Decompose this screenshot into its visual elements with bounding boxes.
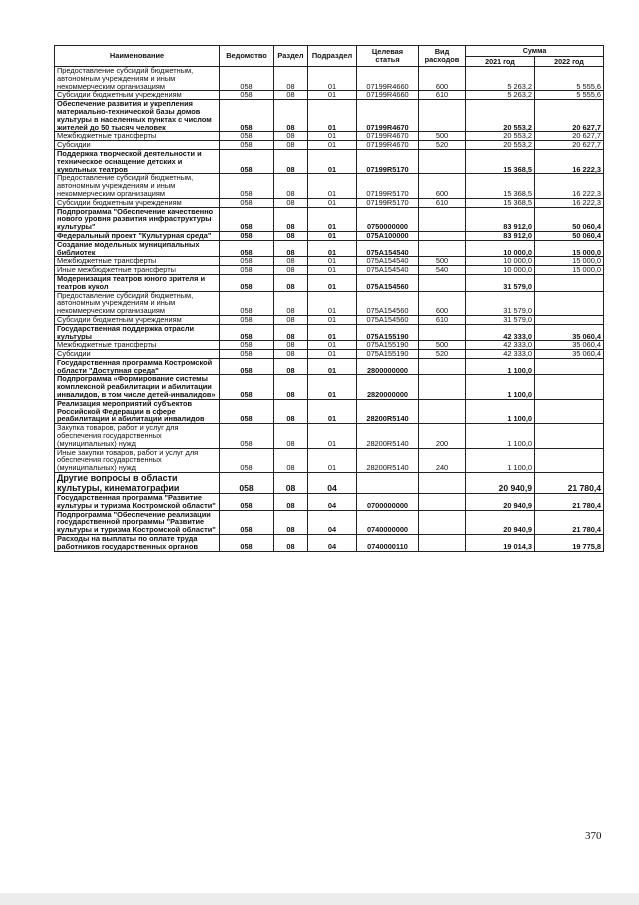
year-2021-cell: 5 263,2 [466, 91, 535, 100]
subsection-cell: 01 [308, 324, 357, 341]
target-cell: 075A155190 [357, 324, 419, 341]
section-cell: 08 [274, 375, 308, 399]
table-row [55, 494, 604, 511]
section-cell: 08 [274, 424, 308, 448]
year-2021-cell: 42 333,0 [466, 350, 535, 359]
year-2021-cell: 10 000,0 [466, 257, 535, 266]
target-cell: 28200R5140 [357, 424, 419, 448]
subsection-cell: 01 [308, 341, 357, 350]
section-cell: 08 [274, 257, 308, 266]
year-2022-cell: 50 060,4 [535, 231, 604, 240]
subsection-cell: 01 [308, 291, 357, 315]
target-cell: 28200R5140 [357, 399, 419, 423]
table-row [55, 266, 604, 275]
expense-type-cell [419, 358, 466, 375]
expense-type-cell [419, 240, 466, 257]
year-2022-cell [535, 448, 604, 472]
table-row [55, 231, 604, 240]
name-cell: Предоставление субсидий бюджетным, автономным учреждениям и иным некоммерческим организациям [55, 174, 220, 198]
table-row [55, 448, 604, 472]
name-cell: Предоставление субсидий бюджетным, автономным учреждениям и иным некоммерческим организациям [55, 291, 220, 315]
subsection-cell: 01 [308, 448, 357, 472]
year-2021-cell: 1 100,0 [466, 358, 535, 375]
department-cell: 058 [220, 174, 274, 198]
year-2022-cell: 16 222,3 [535, 198, 604, 207]
section-cell: 08 [274, 132, 308, 141]
department-cell: 058 [220, 291, 274, 315]
section-cell: 08 [274, 141, 308, 150]
name-cell: Федеральный проект "Культурная среда" [55, 231, 220, 240]
expense-type-cell: 540 [419, 266, 466, 275]
target-cell: 075A154560 [357, 274, 419, 291]
header-name: Наименование [55, 46, 220, 67]
subsection-cell: 01 [308, 315, 357, 324]
year-2021-cell: 1 100,0 [466, 375, 535, 399]
table-row [55, 100, 604, 132]
subsection-cell: 04 [308, 535, 357, 552]
table-row [55, 91, 604, 100]
section-cell: 08 [274, 231, 308, 240]
year-2022-cell: 20 627,7 [535, 141, 604, 150]
year-2021-cell: 1 100,0 [466, 424, 535, 448]
section-cell: 08 [274, 198, 308, 207]
year-2022-cell: 21 780,4 [535, 494, 604, 511]
year-2022-cell [535, 315, 604, 324]
section-cell: 08 [274, 207, 308, 231]
year-2022-cell: 20 627,7 [535, 132, 604, 141]
year-2021-cell: 20 940,9 [466, 494, 535, 511]
year-2021-cell: 42 333,0 [466, 341, 535, 350]
year-2021-cell: 20 940,9 [466, 473, 535, 494]
name-cell: Модернизация театров юного зрителя и театров кукол [55, 274, 220, 291]
scan-bottom-band [0, 893, 639, 905]
name-cell: Иные межбюджетные трансферты [55, 266, 220, 275]
year-2021-cell: 15 368,5 [466, 198, 535, 207]
name-cell: Государственная программа Костромской области "Доступная среда" [55, 358, 220, 375]
target-cell: 075A155190 [357, 341, 419, 350]
subsection-cell: 01 [308, 67, 357, 91]
table-row [55, 67, 604, 91]
year-2021-cell: 31 579,0 [466, 315, 535, 324]
year-2022-cell: 16 222,3 [535, 149, 604, 173]
department-cell: 058 [220, 132, 274, 141]
target-cell: 2800000000 [357, 358, 419, 375]
subsection-cell: 01 [308, 399, 357, 423]
name-cell: Подпрограмма "Обеспечение реализации государственной программы "Развитие культуры и туризма Костромской области" [55, 510, 220, 534]
year-2021-cell: 31 579,0 [466, 291, 535, 315]
expense-type-cell [419, 535, 466, 552]
table-row [55, 341, 604, 350]
name-cell: Межбюджетные трансферты [55, 257, 220, 266]
table-row [55, 141, 604, 150]
year-2021-cell: 19 014,3 [466, 535, 535, 552]
name-cell: Субсидии бюджетным учреждениям [55, 198, 220, 207]
table-row [55, 358, 604, 375]
target-cell: 07199R4660 [357, 91, 419, 100]
section-cell: 08 [274, 341, 308, 350]
department-cell: 058 [220, 240, 274, 257]
subsection-cell: 01 [308, 174, 357, 198]
year-2022-cell: 35 060,4 [535, 341, 604, 350]
subsection-cell: 04 [308, 494, 357, 511]
department-cell: 058 [220, 399, 274, 423]
table-row [55, 399, 604, 423]
section-cell: 08 [274, 510, 308, 534]
year-2021-cell: 15 368,5 [466, 174, 535, 198]
name-cell: Субсидии бюджетным учреждениям [55, 315, 220, 324]
year-2022-cell: 35 060,4 [535, 324, 604, 341]
section-cell: 08 [274, 291, 308, 315]
year-2021-cell: 15 368,5 [466, 149, 535, 173]
target-cell: 07199R5170 [357, 198, 419, 207]
section-cell: 08 [274, 350, 308, 359]
section-cell: 08 [274, 91, 308, 100]
year-2021-cell: 5 263,2 [466, 67, 535, 91]
target-cell: 07199R4670 [357, 141, 419, 150]
name-cell: Государственная программа "Развитие культуры и туризма Костромской области" [55, 494, 220, 511]
year-2022-cell: 50 060,4 [535, 207, 604, 231]
year-2021-cell: 20 553,2 [466, 132, 535, 141]
section-cell: 08 [274, 399, 308, 423]
subsection-cell: 01 [308, 198, 357, 207]
table-row [55, 240, 604, 257]
subsection-cell: 01 [308, 424, 357, 448]
name-cell: Подпрограмма "Обеспечение качественно нового уровня развития инфраструктуры культуры" [55, 207, 220, 231]
name-cell: Реализация мероприятий субъектов Российской Федерации в сфере реабилитации и абилитации инвалидов [55, 399, 220, 423]
expense-type-cell [419, 375, 466, 399]
department-cell: 058 [220, 207, 274, 231]
year-2021-cell: 83 912,0 [466, 231, 535, 240]
year-2022-cell: 16 222,3 [535, 174, 604, 198]
subsection-cell: 01 [308, 91, 357, 100]
year-2021-cell: 20 940,9 [466, 510, 535, 534]
table-row [55, 149, 604, 173]
section-cell: 08 [274, 67, 308, 91]
table-row [55, 198, 604, 207]
expense-type-cell [419, 510, 466, 534]
expense-type-cell: 600 [419, 67, 466, 91]
target-cell: 075A154540 [357, 257, 419, 266]
name-cell: Государственная поддержка отрасли культуры [55, 324, 220, 341]
header-department: Ведомство [220, 46, 274, 67]
budget-table [54, 45, 604, 552]
subsection-cell: 01 [308, 149, 357, 173]
section-cell: 08 [274, 100, 308, 132]
table-row [55, 350, 604, 359]
table-row [55, 257, 604, 266]
table-row [55, 291, 604, 315]
subsection-cell: 01 [308, 358, 357, 375]
expense-type-cell: 610 [419, 198, 466, 207]
target-cell: 075A154560 [357, 315, 419, 324]
department-cell: 058 [220, 375, 274, 399]
table-row [55, 132, 604, 141]
target-cell: 07199R4670 [357, 100, 419, 132]
expense-type-cell: 520 [419, 350, 466, 359]
year-2022-cell [535, 375, 604, 399]
table-row [55, 207, 604, 231]
year-2021-cell: 31 579,0 [466, 274, 535, 291]
year-2022-cell: 21 780,4 [535, 473, 604, 494]
year-2022-cell: 20 627,7 [535, 100, 604, 132]
year-2021-cell: 10 000,0 [466, 266, 535, 275]
department-cell: 058 [220, 341, 274, 350]
department-cell: 058 [220, 448, 274, 472]
expense-type-cell [419, 494, 466, 511]
table-row [55, 174, 604, 198]
subsection-cell: 01 [308, 274, 357, 291]
table-row [55, 473, 604, 494]
table-row [55, 424, 604, 448]
subsection-cell: 01 [308, 207, 357, 231]
subsection-cell: 01 [308, 100, 357, 132]
expense-type-cell [419, 473, 466, 494]
subsection-cell: 01 [308, 257, 357, 266]
expense-type-cell: 600 [419, 174, 466, 198]
name-cell: Субсидии [55, 141, 220, 150]
department-cell: 058 [220, 424, 274, 448]
section-cell: 08 [274, 535, 308, 552]
department-cell: 058 [220, 257, 274, 266]
header-year-2021: 2021 год [466, 57, 535, 67]
target-cell: 07199R4660 [357, 67, 419, 91]
department-cell: 058 [220, 324, 274, 341]
target-cell: 0740000110 [357, 535, 419, 552]
name-cell: Обеспечение развития и укрепления материально-технической базы домов культуры в населенных пунктах с числом жителей до 50 тысяч человек [55, 100, 220, 132]
target-cell: 075A100000 [357, 231, 419, 240]
expense-type-cell: 200 [419, 424, 466, 448]
target-cell: 075A154540 [357, 240, 419, 257]
subsection-cell: 01 [308, 350, 357, 359]
subsection-cell: 01 [308, 141, 357, 150]
subsection-cell: 04 [308, 473, 357, 494]
subsection-cell: 01 [308, 266, 357, 275]
expense-type-cell [419, 100, 466, 132]
target-cell: 2820000000 [357, 375, 419, 399]
target-cell: 0740000000 [357, 510, 419, 534]
header-target: Целевая статья [357, 46, 419, 67]
expense-type-cell: 500 [419, 132, 466, 141]
department-cell: 058 [220, 315, 274, 324]
expense-type-cell [419, 274, 466, 291]
year-2022-cell: 15 000,0 [535, 266, 604, 275]
table-row [55, 324, 604, 341]
department-cell: 058 [220, 266, 274, 275]
budget-table-sheet [54, 45, 603, 552]
name-cell: Иные закупки товаров, работ и услуг для обеспечения государственных (муниципальных) нужд [55, 448, 220, 472]
name-cell: Расходы на выплаты по оплате труда работников государственных органов [55, 535, 220, 552]
target-cell: 075A155190 [357, 350, 419, 359]
name-cell: Межбюджетные трансферты [55, 341, 220, 350]
target-cell: 0700000000 [357, 494, 419, 511]
target-cell: 0750000000 [357, 207, 419, 231]
expense-type-cell: 610 [419, 91, 466, 100]
target-cell: 07199R5170 [357, 149, 419, 173]
header-year-2022: 2022 год [535, 57, 604, 67]
name-cell: Закупка товаров, работ и услуг для обеспечения государственных (муниципальных) нужд [55, 424, 220, 448]
header-section: Раздел [274, 46, 308, 67]
name-cell: Подпрограмма «Формирование системы комплексной реабилитации и абилитации инвалидов, в том числе детей-инвалидов» [55, 375, 220, 399]
table-row [55, 315, 604, 324]
expense-type-cell: 520 [419, 141, 466, 150]
year-2022-cell: 5 555,6 [535, 67, 604, 91]
name-cell: Субсидии бюджетным учреждениям [55, 91, 220, 100]
department-cell: 058 [220, 198, 274, 207]
year-2021-cell: 1 100,0 [466, 399, 535, 423]
department-cell: 058 [220, 535, 274, 552]
subsection-cell: 01 [308, 231, 357, 240]
section-cell: 08 [274, 266, 308, 275]
expense-type-cell [419, 324, 466, 341]
department-cell: 058 [220, 67, 274, 91]
subsection-cell: 01 [308, 375, 357, 399]
target-cell: 075A154540 [357, 266, 419, 275]
year-2022-cell: 15 000,0 [535, 257, 604, 266]
department-cell: 058 [220, 100, 274, 132]
expense-type-cell: 500 [419, 341, 466, 350]
name-cell: Другие вопросы в области культуры, кинематографии [55, 473, 220, 494]
name-cell: Межбюджетные трансферты [55, 132, 220, 141]
department-cell: 058 [220, 350, 274, 359]
section-cell: 08 [274, 240, 308, 257]
year-2022-cell [535, 358, 604, 375]
table-row [55, 535, 604, 552]
department-cell: 058 [220, 274, 274, 291]
header-subsection: Подраздел [308, 46, 357, 67]
section-cell: 08 [274, 448, 308, 472]
name-cell: Создание модельных муниципальных библиотек [55, 240, 220, 257]
department-cell: 058 [220, 473, 274, 494]
section-cell: 08 [274, 315, 308, 324]
name-cell: Поддержка творческой деятельности и техническое оснащение детских и кукольных театров [55, 149, 220, 173]
table-row [55, 375, 604, 399]
department-cell: 058 [220, 510, 274, 534]
expense-type-cell: 500 [419, 257, 466, 266]
section-cell: 08 [274, 174, 308, 198]
year-2021-cell: 10 000,0 [466, 240, 535, 257]
section-cell: 08 [274, 494, 308, 511]
target-cell: 075A154560 [357, 291, 419, 315]
department-cell: 058 [220, 149, 274, 173]
header-expense-type: Вид расходов [419, 46, 466, 67]
table-body [55, 67, 604, 552]
target-cell: 07199R5170 [357, 174, 419, 198]
year-2022-cell: 21 780,4 [535, 510, 604, 534]
target-cell: 07199R4670 [357, 132, 419, 141]
department-cell: 058 [220, 494, 274, 511]
year-2022-cell: 19 775,8 [535, 535, 604, 552]
section-cell: 08 [274, 274, 308, 291]
year-2022-cell [535, 424, 604, 448]
target-cell [357, 473, 419, 494]
expense-type-cell: 600 [419, 291, 466, 315]
year-2021-cell: 20 553,2 [466, 141, 535, 150]
section-cell: 08 [274, 149, 308, 173]
expense-type-cell [419, 149, 466, 173]
subsection-cell: 04 [308, 510, 357, 534]
subsection-cell: 01 [308, 240, 357, 257]
year-2022-cell [535, 399, 604, 423]
year-2021-cell: 42 333,0 [466, 324, 535, 341]
year-2022-cell [535, 291, 604, 315]
section-cell: 08 [274, 324, 308, 341]
expense-type-cell: 610 [419, 315, 466, 324]
year-2021-cell: 83 912,0 [466, 207, 535, 231]
department-cell: 058 [220, 141, 274, 150]
table-row [55, 274, 604, 291]
target-cell: 28200R5140 [357, 448, 419, 472]
header-sum: Сумма [466, 46, 604, 57]
table-row [55, 510, 604, 534]
name-cell: Предоставление субсидий бюджетным, автономным учреждениям и иным некоммерческим организациям [55, 67, 220, 91]
year-2022-cell: 5 555,6 [535, 91, 604, 100]
section-cell: 08 [274, 473, 308, 494]
expense-type-cell: 240 [419, 448, 466, 472]
page-number: 370 [585, 830, 602, 842]
expense-type-cell [419, 207, 466, 231]
year-2022-cell: 15 000,0 [535, 240, 604, 257]
year-2021-cell: 20 553,2 [466, 100, 535, 132]
year-2022-cell: 35 060,4 [535, 350, 604, 359]
expense-type-cell [419, 399, 466, 423]
subsection-cell: 01 [308, 132, 357, 141]
section-cell: 08 [274, 358, 308, 375]
department-cell: 058 [220, 358, 274, 375]
department-cell: 058 [220, 91, 274, 100]
year-2022-cell [535, 274, 604, 291]
name-cell: Субсидии [55, 350, 220, 359]
expense-type-cell [419, 231, 466, 240]
year-2021-cell: 1 100,0 [466, 448, 535, 472]
department-cell: 058 [220, 231, 274, 240]
